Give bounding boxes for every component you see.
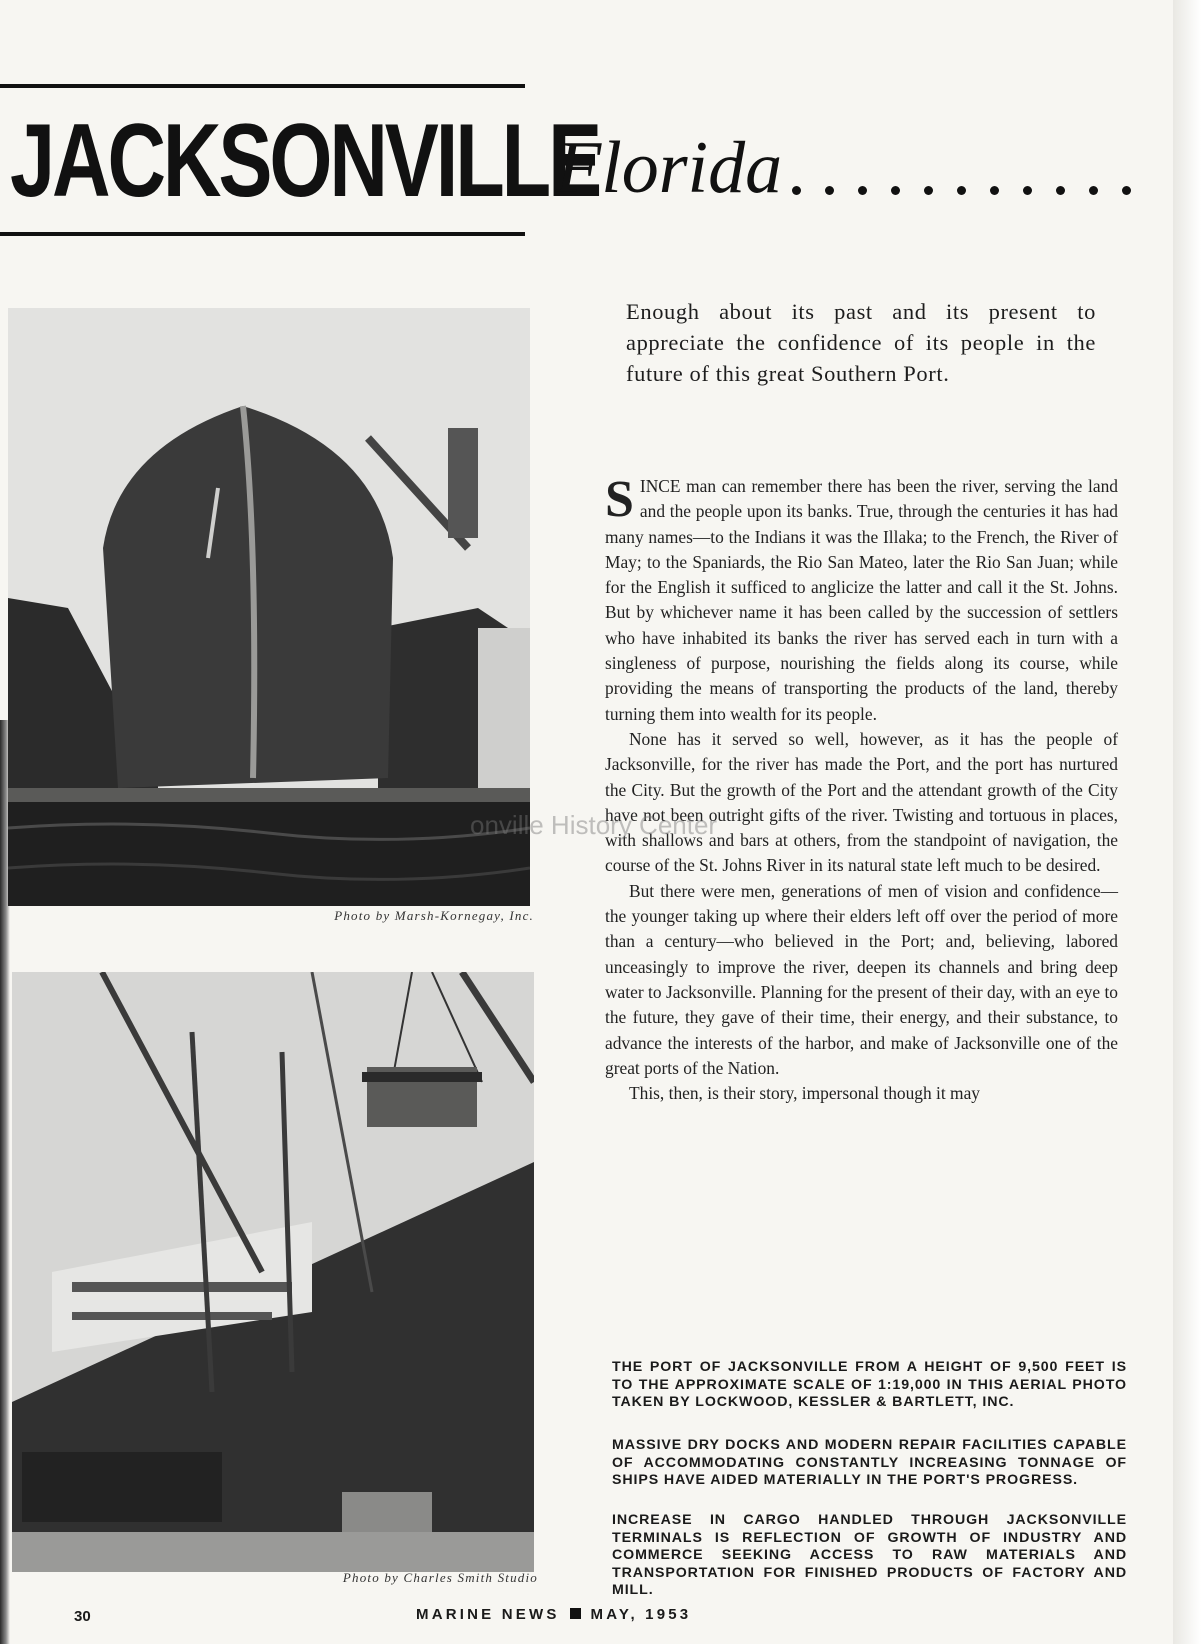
separator-square	[570, 1608, 581, 1619]
page-number: 30	[74, 1608, 91, 1625]
issue-date: MAY, 1953	[590, 1606, 692, 1623]
caption-cargo: INCREASE IN CARGO HANDLED THROUGH JACKSONVILLE TERMINALS IS REFLECTION OF GROWTH OF INDUSTRY AND COMMERCE SEEKING ACCESS TO RAW MATERIALS AND TRANSPORTATION FOR FINISHED PRODUCTS OF FACTORY AND MILL.	[612, 1512, 1127, 1598]
publication-name: MARINE NEWS	[416, 1606, 560, 1623]
drop-cap: S	[605, 471, 634, 528]
title-rule-bottom	[0, 232, 525, 236]
photo1-credit: Photo by Marsh-Kornegay, Inc.	[334, 908, 534, 923]
page-title: JACKSONVILLE	[10, 103, 600, 219]
caption-dry-docks: MASSIVE DRY DOCKS AND MODERN REPAIR FACILITIES CAPABLE OF ACCOMMODATING CONSTANTLY INCREASING TONNAGE OF SHIPS HAVE AIDED MATERIALLY IN THE PORT'S PROGRESS.	[612, 1437, 1127, 1488]
publication-line	[416, 1606, 691, 1623]
title-leader-dots	[792, 170, 1172, 210]
caption-aerial-photo: THE PORT OF JACKSONVILLE FROM A HEIGHT OF 9,500 FEET IS TO THE APPROXIMATE SCALE OF 1:19,000 IN THIS AERIAL PHOTO TAKEN BY LOCKWOOD, KESSLER & BARTLETT, INC.	[612, 1359, 1127, 1410]
title-rule-top	[0, 84, 525, 88]
article-deck	[626, 296, 1096, 389]
article-paragraph: But there were men, generations of men of vision and confidence—the younger taking up where their elders left off over the period of more than a century—who believed in the Port; and, believing, labored unceasingly to improve the river, deepen its channels and bring deep water to Jacksonville. Planning for the present of their day, with an eye to the future, they gave of their time, their energy, and their substance, to advance the interests of the harbor, and make of Jacksonville one of the great ports of the Nation.	[605, 880, 1118, 1078]
paper-edge	[1173, 0, 1201, 1644]
page-subtitle: Florida	[556, 127, 783, 209]
dry-dock-illustration	[8, 308, 530, 906]
cargo-loading-photo	[12, 972, 534, 1572]
cargo-loading-illustration	[12, 972, 534, 1572]
page-footer	[0, 1604, 1201, 1632]
dry-dock-photo	[8, 308, 530, 906]
article-paragraph: This, then, is their story, impersonal though it may	[629, 1083, 980, 1104]
article-paragraph: None has it served so well, however, as it has the people of Jacksonville, for the river has made the Port, and the port has nurtured the City. But the growth of the Port and the attendant growth of the City have not been outright gifts of the river. Twisting and tortuous in places, with shallows and bars at others, from the standpoint of navigation, the course of the St. Johns River in its natural state left much to be desired.	[605, 728, 1118, 876]
article-body	[605, 471, 1118, 1106]
photo2-credit: Photo by Charles Smith Studio	[342, 1570, 538, 1585]
article-paragraph: SINCE man can remember there has been the river, serving the land and the people upon its banks. True, through the centuries it has had many names—to the Indians it was the Illaka; to the French, the River of May; to the Spaniards, the Rio San Mateo, later the Rio San Juan; while for the English it sufficed to anglicize the latter and call it the St. Johns. But by whichever name it has been called by the succession of settlers who have inhabited its banks the river has served each in turn with a singleness of purpose, nourishing the fields along its course, while providing the means of transporting the products of the land, thereby turning them into wealth for its people.	[605, 471, 1118, 724]
watermark: onville History Center	[470, 810, 718, 840]
deck-text: Enough about its past and its present to appreciate the confidence of its people in the future of this great Southern Port.	[626, 299, 1096, 386]
